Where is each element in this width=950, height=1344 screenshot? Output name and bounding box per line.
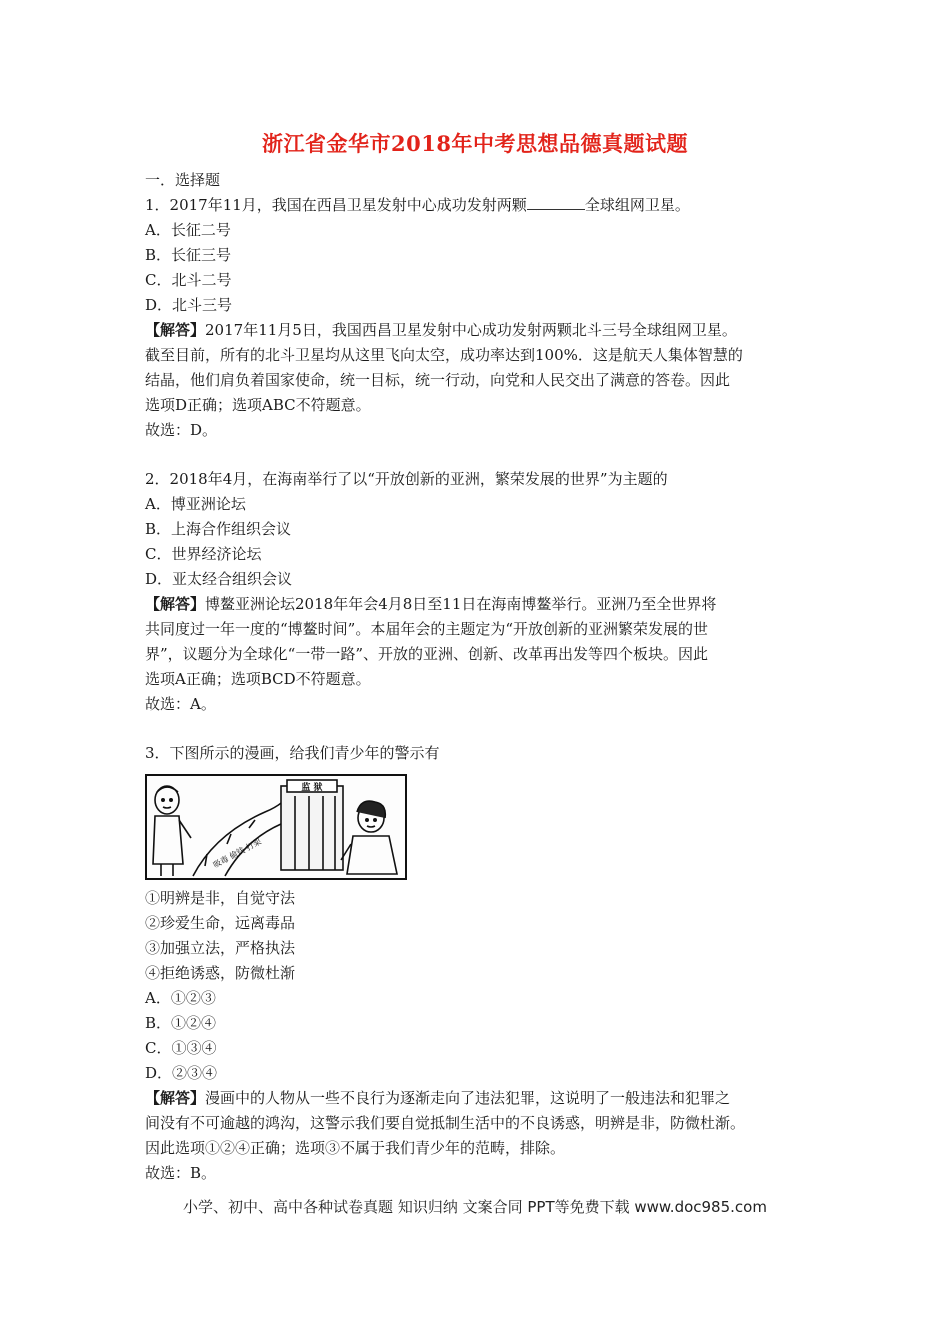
answer-tag: 【解答】 [145,1089,206,1107]
question-2-stem: 2．2018年4月，在海南举行了以“开放创新的亚洲，繁荣发展的世界”为主题的 [145,470,668,488]
answer-blank [527,195,585,210]
answer-line: 界”，议题分为全球化“一带一路”、开放的亚洲、创新、改革再出发等四个板块。因此 [145,645,709,663]
answer-line: 选项D正确；选项ABC不符题意。 [145,396,371,414]
option-a: A．①②③ [145,989,216,1007]
final-answer: 故选：B。 [145,1164,217,1182]
cartoon-path-text: 吸毒 偷钱 打架 [211,836,263,870]
page-footer: 小学、初中、高中各种试卷真题 知识归纳 文案合同 PPT等免费下载 www.doc985.com [183,1198,767,1216]
answer-tag: 【解答】 [145,595,206,613]
answer-text: 博鳌亚洲论坛2018年年会4月8日至11日在海南博鳌举行。亚洲乃至全世界将 [205,595,717,613]
question-1-stem-text: 1．2017年11月，我国在西昌卫星发射中心成功发射两颗 [145,196,527,214]
option-c: C．世界经济论坛 [145,545,262,563]
statement-4: ④拒绝诱惑，防微杜渐 [145,964,296,982]
option-c: C．①③④ [145,1039,217,1057]
answer-line: 选项A正确；选项BCD不符题意。 [145,670,371,688]
document-body [145,168,815,1186]
answer-line [145,318,815,343]
statement-3: ③加强立法，严格执法 [145,939,296,957]
answer-tag: 【解答】 [145,321,206,339]
section-heading: 一．选择题 [145,171,221,189]
option-b: B．长征三号 [145,246,232,264]
answer-line [145,1086,815,1111]
prison-building-icon [281,780,343,870]
final-answer: 故选：A。 [145,695,216,713]
answer-text: 漫画中的人物从一些不良行为逐渐走向了违法犯罪，这说明了一般违法和犯罪之 [205,1089,731,1107]
option-d: D．北斗三号 [145,296,233,314]
cartoon-sign-text: 监 狱 [301,783,323,793]
answer-line: 结晶，他们肩负着国家使命，统一目标，统一行动，向党和人民交出了满意的答卷。因此 [145,371,731,389]
option-a: A．长征二号 [145,221,231,239]
statement-2: ②珍爱生命，远离毒品 [145,914,296,932]
document-title: 浙江省金华市2018年中考思想品德真题试题 [262,131,688,156]
option-d: D．亚太经合组织会议 [145,570,293,588]
option-d: D．②③④ [145,1064,218,1082]
option-b: B．①②④ [145,1014,217,1032]
question-2 [145,467,815,717]
final-answer: 故选：D。 [145,421,218,439]
answer-line: 截至目前，所有的北斗卫星均从这里飞向太空，成功率达到100%．这是航天人集体智慧的 [145,346,743,364]
answer-line: 因此选项①②④正确；选项③不属于我们青少年的范畴，排除。 [145,1139,566,1157]
question-1-stem [145,193,815,218]
option-b: B．上海合作组织会议 [145,520,292,538]
statement-1: ①明辨是非，自觉守法 [145,889,296,907]
answer-line [145,592,815,617]
answer-line: 共同度过一年一度的“博鳌时间”。本届年会的主题定为“开放创新的亚洲繁荣发展的世 [145,620,709,638]
option-a: A．博亚洲论坛 [145,495,246,513]
option-c: C．北斗二号 [145,271,232,289]
question-1-stem-end: 全球组网卫星。 [584,196,690,214]
spacer [145,443,815,467]
answer-text: 2017年11月5日，我国西昌卫星发射中心成功发射两颗北斗三号全球组网卫星。 [205,321,737,339]
spacer [145,717,815,741]
question-3 [145,741,815,1186]
question-1 [145,193,815,443]
question-3-stem: 3．下图所示的漫画，给我们青少年的警示有 [145,744,440,762]
cartoon-image [145,774,407,880]
answer-line: 间没有不可逾越的鸿沟，这警示我们要自觉抵制生活中的不良诱惑，明辨是非，防微杜渐。 [145,1114,746,1132]
